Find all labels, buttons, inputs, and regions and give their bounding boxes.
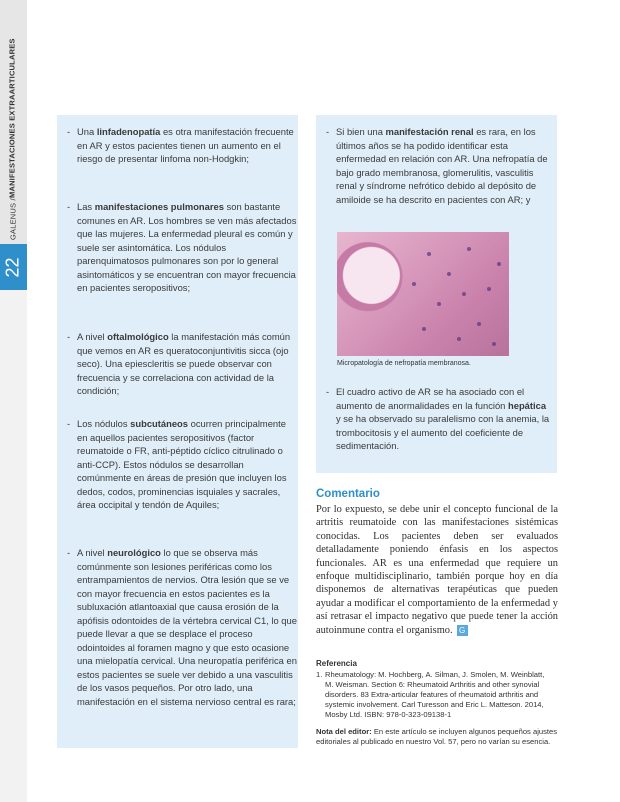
sidebar: [0, 0, 27, 802]
bullet-text: y se ha observado su paralelismo con la anemia, la trombocitosis y el aumento del coeficiente de sedimentación.: [336, 413, 550, 451]
bullet-text: A nivel: [77, 331, 108, 342]
bullet-text: A nivel: [77, 547, 108, 558]
bullet-keyword: manifestación renal: [385, 126, 474, 137]
reference-title: Referencia: [316, 659, 357, 668]
comentario-text: Por lo expuesto, se debe unir el concepto funcional de la artritis reumatoide con las manifestaciones sistémicas conocidas. Los pacientes deben ser evaluados detalladamente poniendo énfasis en los aspectos funcionales. AR es una enfermedad que requiere un enfoque multidisciplinario, también porque hoy en día disponemos de alternativas terapéuticas que pueden ayudar a modificar el comportamiento de la enfermedad y así retrasar el impacto negativo que puede tener la acción autoinmune contra el organismo.: [316, 504, 558, 636]
editor-note: [316, 727, 558, 747]
bullet-subcutaneos: [67, 417, 297, 512]
end-mark-icon: G: [457, 625, 468, 636]
page-number: [0, 244, 27, 290]
bullet-keyword: hepática: [508, 399, 547, 411]
page-number-text: 22: [3, 256, 23, 278]
comentario-body: [316, 503, 558, 637]
bullet-pulmonares: [67, 200, 297, 295]
left-column-box: [57, 115, 298, 748]
reference-number: 1.: [316, 670, 323, 679]
editor-note-text: En este artículo se incluyen algunos pequeños ajustes editoriales al publicado en nuestro Vol. 57, pero no varían su esencia.: [316, 727, 558, 746]
editor-note-label: Nota del editor:: [316, 727, 372, 736]
running-head-section: GALENUS /: [8, 198, 18, 240]
bullet-dash: -: [67, 331, 71, 342]
bullet-text: Los nódulos: [77, 418, 131, 429]
running-head-title: MANIFESTACIONES EXTRAARTICULARES: [7, 38, 17, 199]
bullet-text: El cuadro activo de AR se ha asociado con el aumento de anormalidades en la función: [336, 386, 525, 411]
bullet-text: la manifestación más común que vemos en AR es queratoconjuntivitis sicca (ojo seco). Una epiescleritis se puede observar con frecuencia y se correlaciona con actividad de la condición;: [77, 331, 291, 396]
bullet-keyword: linfadenopatía: [96, 126, 161, 137]
bullet-dash: -: [67, 126, 71, 137]
bullet-dash: -: [326, 386, 330, 397]
bullet-text: Las: [77, 201, 95, 212]
bullet-linfadenopatia: [67, 125, 297, 166]
bullet-dash: -: [67, 547, 71, 558]
bullet-dash: -: [67, 201, 71, 212]
bullet-text: son bastante comunes en AR. Los hombres se ven más afectados que las mujeres. La enfermedad pleural es común y suele ser asintomática. Los nódulos parenquimatosos pulmonares son por lo general asintomáticos y se encuentran con mayor frecuencia en pacientes seropositivos;: [77, 201, 297, 293]
bullet-renal: [326, 125, 552, 206]
bullet-oftalmologico: [67, 330, 297, 398]
reference-text: Rheumatology: M. Hochberg, A. Silman, J. Smolen, M. Weinblatt, M. Weisman. Section 6: Rheumatoid Arthritis and other synovial disorders. 83 Extra-articular features of rheumatoid arthritis and systemic involvement. Carl Turesson and Eric L. Matteson. 2014, Mosby Ltd. ISBN: 978-0-323-09138-1: [325, 670, 545, 719]
bullet-hepatica: [326, 385, 552, 453]
bullet-keyword: oftalmológico: [107, 331, 169, 342]
reference-entry: [316, 670, 554, 720]
bullet-keyword: manifestaciones pulmonares: [94, 201, 224, 212]
comentario-heading: Comentario: [316, 488, 380, 500]
bullet-text: Si bien una: [336, 126, 386, 137]
bullet-dash: -: [67, 418, 71, 429]
bullet-text: lo que se observa más comúnmente son lesiones periféricas como los entrampamientos de nervios. Otra lesión que se ve con mayor frecuencia en estos pacientes es la subluxación atlantoaxial que causa erosión de la apófisis odontoides de la vértebra cervical C1, lo que puede llevar a que se desplace el proceso odointoides al foramen magno y que esto ocasione una mielopatía cervical. Una neuropatía periférica en estos pacientes se suele ver debido a una vasculitis de los vasos pequeños. Por otro lado, una manifestación en el sistema nervioso central es rara;: [77, 547, 297, 707]
bullet-text: es otra manifestación frecuente en AR y estos pacientes tienen un aumento en el riesgo de presentar linfoma non-Hodgkin;: [77, 126, 294, 164]
bullet-keyword: neurológico: [107, 547, 161, 558]
bullet-keyword: subcutáneos: [130, 418, 188, 429]
figure-caption: Micropatología de nefropatía membranosa.: [337, 360, 471, 367]
micropathology-image: [337, 232, 509, 356]
bullet-text: ocurren principalmente en aquellos pacientes seropositivos (factor reumatoide o FR, anti-péptido cíclico citrulinado o anti-CCP). Estos nódulos se desarrollan comúnmente en áreas de presión que incluyen los dedos, codos, prominencias isquiales y sacrales, área occipital y tendón de Aquiles;: [77, 418, 287, 510]
bullet-text: Una: [77, 126, 97, 137]
running-head: [5, 38, 21, 240]
bullet-neurologico: [67, 546, 297, 708]
bullet-dash: -: [326, 126, 330, 137]
bullet-text: es rara, en los últimos años se ha podido identificar esta enfermedad en relación con AR. Una nefropatía de bajo grado membranosa, glomerulitis, vasculitis renal y síndrome nefrótico debido al depósito de amiloide se ha descrito en pacientes con AR; y: [336, 126, 548, 205]
